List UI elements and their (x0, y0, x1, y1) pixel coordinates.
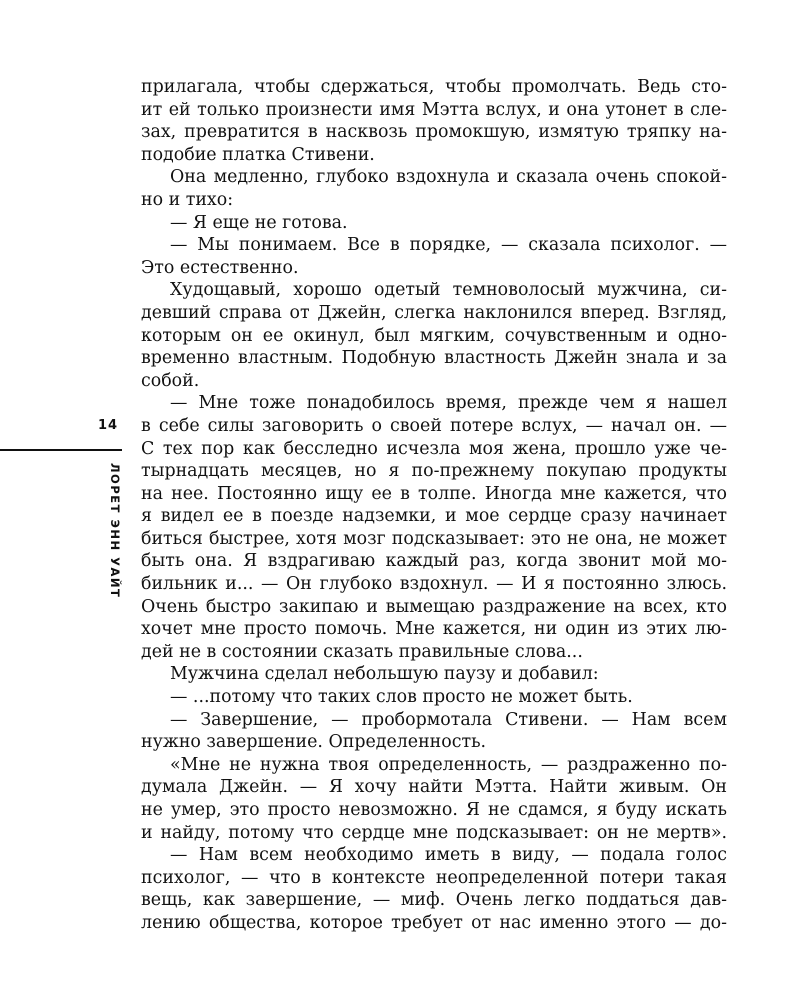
text-line: дей не в состоянии сказать правильные слова... (141, 641, 583, 662)
body-text (141, 76, 727, 935)
text-line: в себе силы заговорить о своей потере вслух, — начал он. — (141, 415, 727, 436)
text-line: биться быстрее, хотя мозг подсказывает: это не она, не может (141, 528, 727, 549)
running-head (108, 463, 122, 613)
text-line: прилагала, чтобы сдержаться, чтобы промолчать. Ведь сто- (141, 77, 727, 97)
running-head-author: ЛОРЕТ ЭНН УАЙТ (108, 463, 122, 599)
text-line: тырнадцать месяцев, но я по-прежнему покупаю продукты (141, 461, 727, 482)
text-line: — Завершение, — пробормотала Стивени. — Нам всем (170, 709, 727, 730)
text-line: думала Джейн. — Я хочу найти Мэтта. Найти живым. Он (141, 777, 727, 798)
text-line: — Мне тоже понадобилось время, прежде чем я нашел (170, 393, 727, 414)
text-line: нужно завершение. Определенность. (141, 732, 487, 753)
text-line: не умер, это просто невозможно. Я не сдамся, я буду искать (141, 800, 727, 820)
page-number: 14 (97, 418, 119, 433)
text-line: Это естественно. (141, 257, 299, 278)
text-line: зах, превратится в насквозь промокшую, измятую тряпку на- (141, 122, 727, 143)
text-line: «Мне не нужна твоя определенность, — раздраженно по- (170, 754, 727, 775)
text-line: на нее. Постоянно ищу ее в толпе. Иногда мне кажется, что (141, 483, 727, 504)
text-line: Мужчина сделал небольшую паузу и добавил: (170, 664, 599, 685)
text-line: я видел ее в поезде надземки, и мое сердце сразу начинает (141, 506, 727, 527)
text-line: психолог, — что в контексте неопределенной потери такая (141, 867, 727, 888)
text-line: Она медленно, глубоко вздохнула и сказала очень спокой- (170, 167, 727, 188)
text-line: быть она. Я вздрагиваю каждый раз, когда звонит мой мо- (141, 551, 727, 572)
text-line: собой. (141, 370, 200, 391)
text-line: хочет мне просто помочь. Мне кажется, ни один из этих лю- (141, 619, 727, 640)
text-line: лению общества, которое требует от нас именно этого — до- (141, 912, 727, 933)
text-line: Очень быстро закипаю и вымещаю раздражение на всех, кто (141, 596, 727, 617)
text-line: вещь, как завершение, — миф. Очень легко поддаться дав- (141, 890, 727, 911)
text-line: и найду, потому что сердце мне подсказывает: он не мертв». (141, 822, 727, 843)
text-line: бильник и... — Он глубоко вздохнул. — И я постоянно злюсь. (141, 574, 727, 595)
text-line: временно властным. Подобную властность Джейн знала и за (141, 348, 727, 369)
text-line: — ...потому что таких слов просто не может быть. (170, 687, 633, 708)
text-line: девший справа от Джейн, слегка наклонился вперед. Взгляд, (141, 302, 727, 323)
text-line: подобие платка Стивени. (141, 144, 375, 165)
margin-rule (0, 449, 122, 451)
text-line: Худощавый, хорошо одетый темноволосый мужчина, си- (170, 280, 727, 301)
text-line: — Нам всем необходимо иметь в виду, — подала голос (170, 845, 727, 866)
text-line: — Мы понимаем. Все в порядке, — сказала психолог. — (170, 235, 727, 256)
text-line: — Я еще не готова. (170, 212, 348, 233)
text-line: С тех пор как бесследно исчезла моя жена, прошло уже че- (141, 438, 727, 459)
text-line: которым он ее окинул, был мягким, сочувственным и одно- (141, 325, 727, 346)
text-line: но и тихо: (141, 189, 234, 210)
text-line: ит ей только произнести имя Мэтта вслух, и она утонет в сле- (141, 99, 727, 120)
